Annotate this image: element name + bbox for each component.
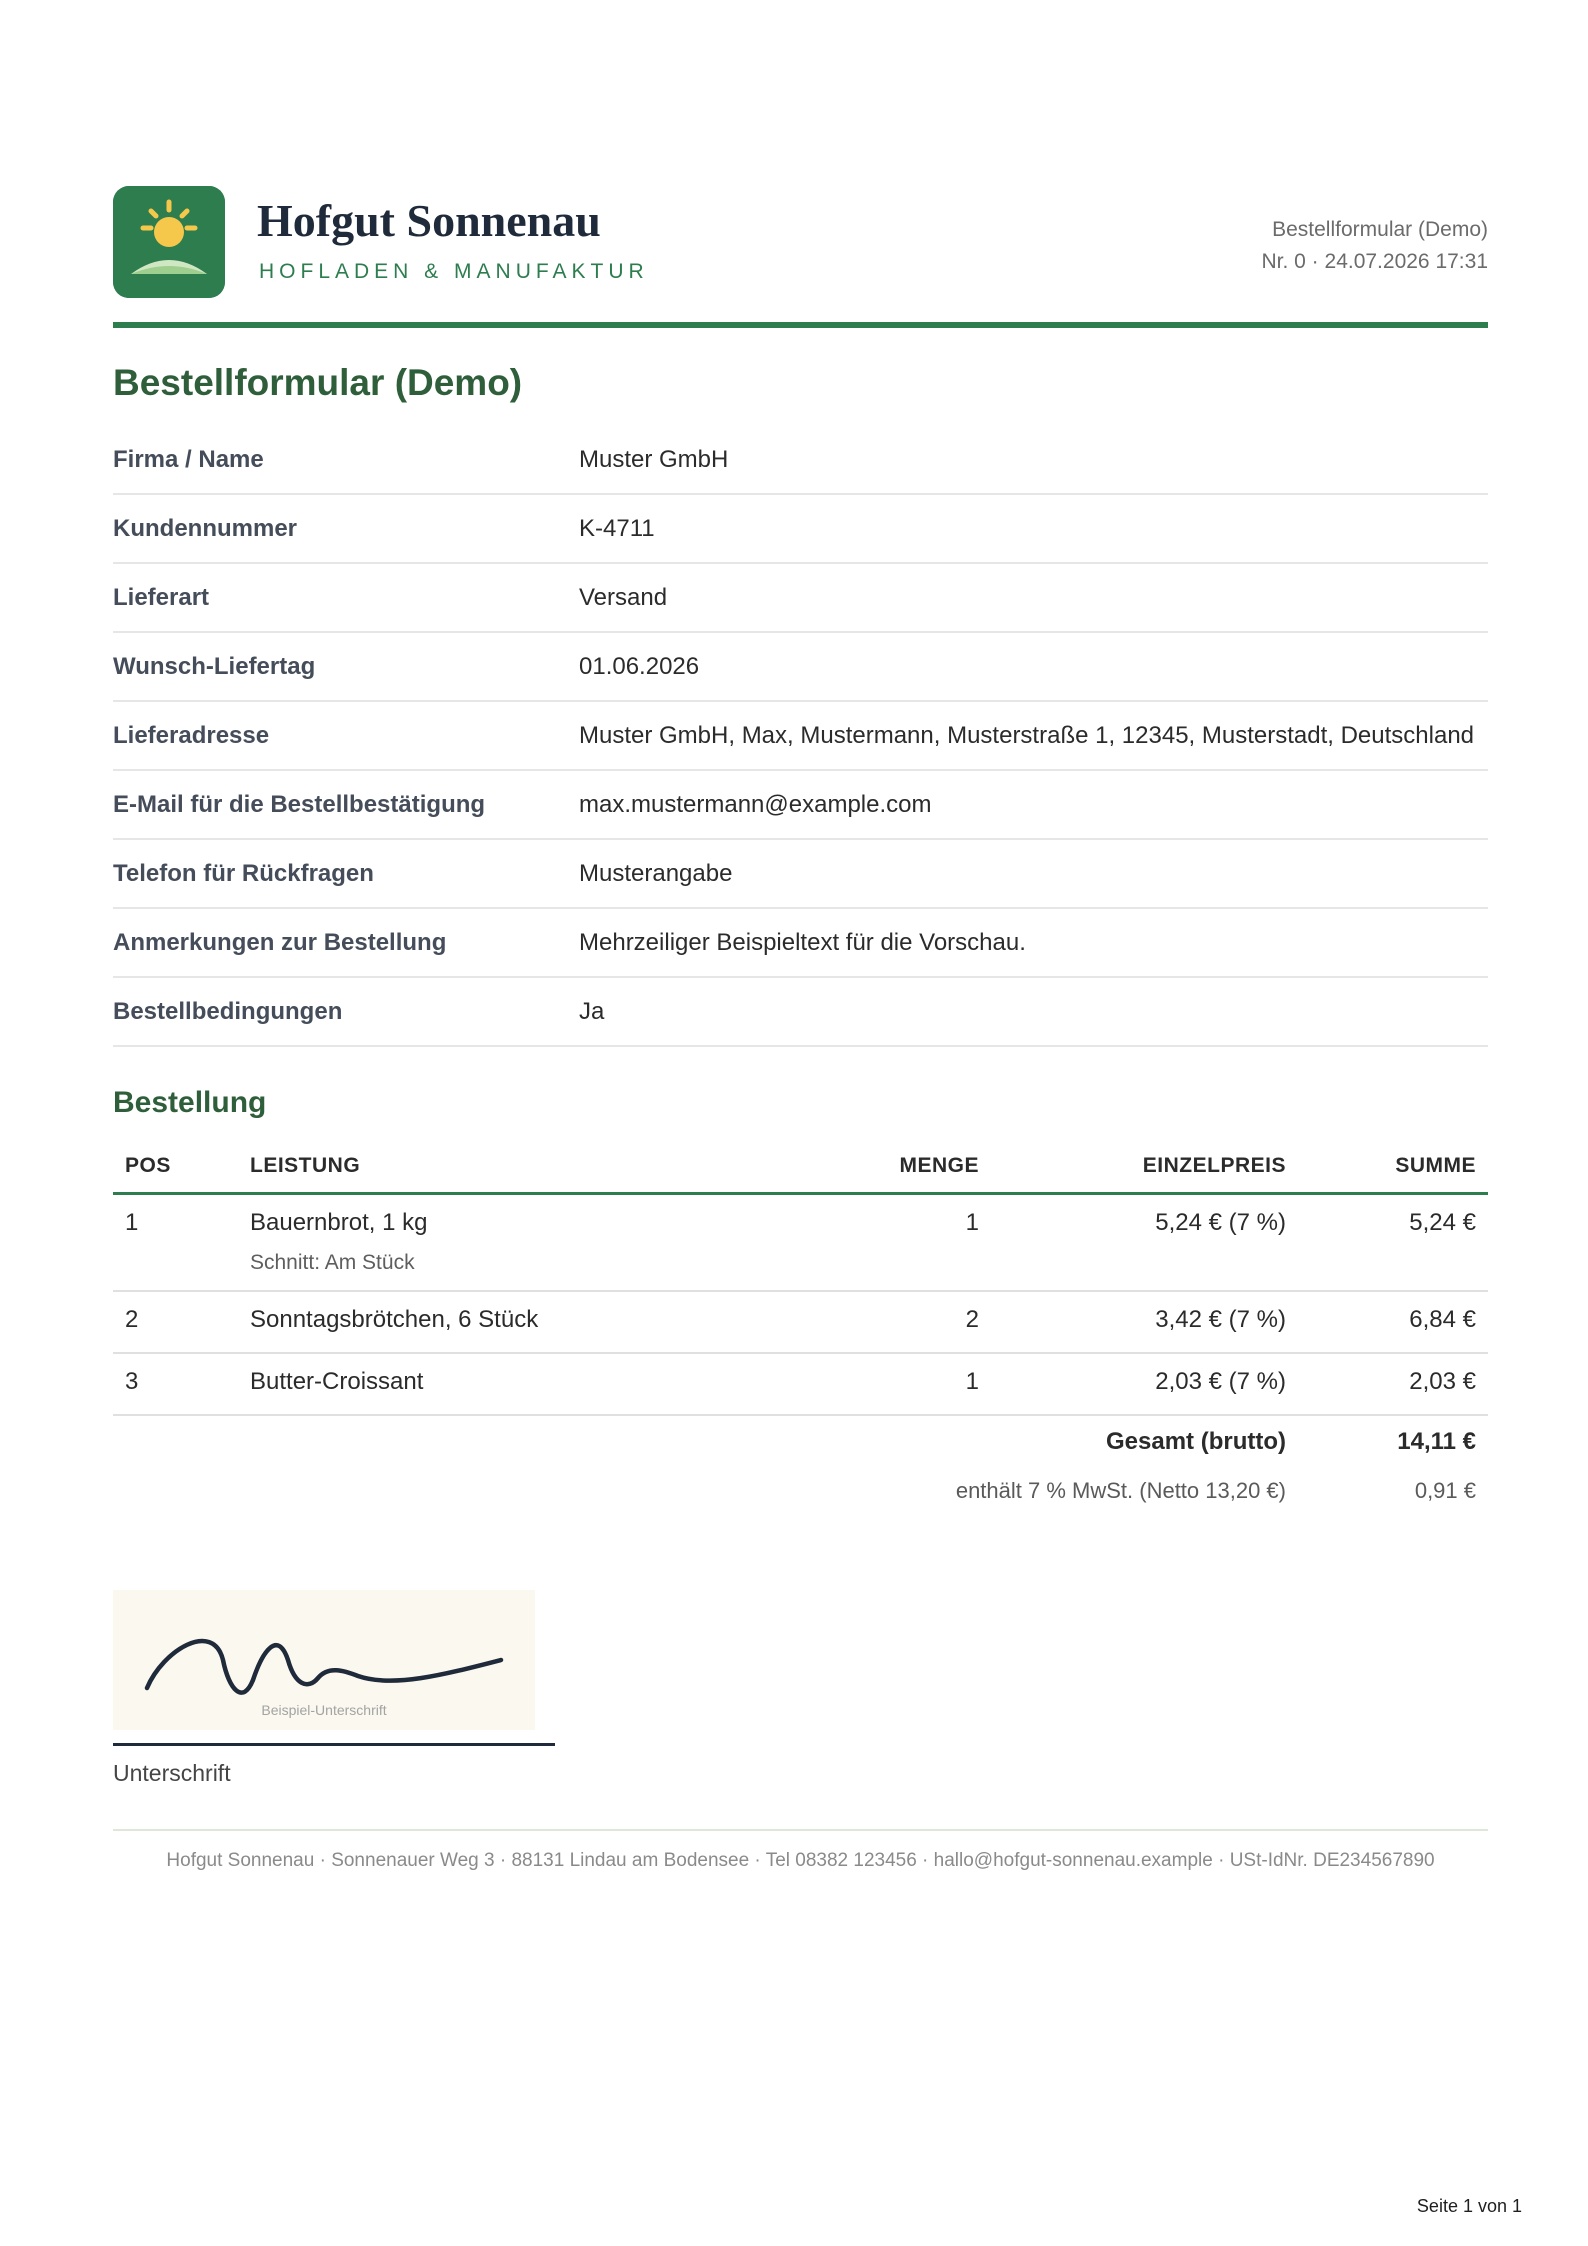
field-label: Wunsch-Liefertag xyxy=(113,653,316,680)
column-header-einzelpreis: EINZELPREIS xyxy=(1142,1154,1286,1177)
field-row-email xyxy=(113,771,1488,840)
field-row-bedingungen xyxy=(113,978,1488,1047)
table-row xyxy=(113,1195,1488,1292)
footer-text: Hofgut Sonnenau · Sonnenauer Weg 3 · 88131 Lindau am Bodensee · Tel 08382 123456 · hallo@hofgut-sonnenau.example · USt-IdNr. DE234567890 xyxy=(166,1850,1435,1871)
document-header xyxy=(113,186,1488,326)
footer-divider xyxy=(113,1829,1488,1831)
field-value: Ja xyxy=(579,998,605,1025)
field-label: Firma / Name xyxy=(113,446,264,473)
field-label: Telefon für Rückfragen xyxy=(113,860,374,887)
row-description: Sonntagsbrötchen, 6 Stück xyxy=(250,1306,539,1333)
brand-name: Hofgut Sonnenau xyxy=(257,195,601,246)
total-value: 14,11 € xyxy=(1397,1428,1476,1455)
brand-tagline: HOFLADEN & MANUFAKTUR xyxy=(259,260,649,283)
field-row-liefertag xyxy=(113,633,1488,702)
sun-over-hill-icon xyxy=(113,186,225,298)
signature-box xyxy=(113,1590,535,1730)
document-page xyxy=(113,186,1488,1871)
row-quantity: 2 xyxy=(965,1306,979,1333)
order-table-header xyxy=(113,1142,1488,1195)
table-row xyxy=(113,1292,1488,1354)
field-label: Lieferadresse xyxy=(113,722,270,749)
row-quantity: 1 xyxy=(965,1209,979,1236)
header-divider xyxy=(113,322,1488,328)
signature-label: Unterschrift xyxy=(113,1760,231,1786)
document-number-date: Nr. 0 · 24.07.2026 17:31 xyxy=(1261,250,1488,273)
field-row-kundennummer xyxy=(113,495,1488,564)
field-row-lieferart xyxy=(113,564,1488,633)
order-table xyxy=(113,1142,1488,1416)
signature-line xyxy=(113,1743,555,1746)
column-header-summe: SUMME xyxy=(1395,1154,1476,1177)
document-type: Bestellformular (Demo) xyxy=(1272,218,1488,241)
field-value: Versand xyxy=(579,584,668,611)
column-header-leistung: LEISTUNG xyxy=(250,1154,361,1177)
signature-caption: Beispiel-Unterschrift xyxy=(261,1702,387,1718)
field-value: Muster GmbH xyxy=(579,446,729,473)
field-value: Mehrzeiliger Beispieltext für die Vorschau. xyxy=(579,929,1026,956)
total-label: Gesamt (brutto) xyxy=(1106,1428,1286,1455)
order-section-title: Bestellung xyxy=(113,1086,267,1119)
field-value: Musterangabe xyxy=(579,860,733,887)
tax-label: enthält 7 % MwSt. (Netto 13,20 €) xyxy=(955,1478,1286,1503)
field-value: 01.06.2026 xyxy=(579,653,700,680)
page-number: Seite 1 von 1 xyxy=(1416,2196,1522,2216)
field-label: Lieferart xyxy=(113,584,210,611)
field-row-telefon xyxy=(113,840,1488,909)
column-header-menge: MENGE xyxy=(899,1154,979,1177)
field-value: K-4711 xyxy=(579,515,655,542)
column-header-pos: POS xyxy=(125,1154,171,1177)
field-value: max.mustermann@example.com xyxy=(579,791,932,818)
form-title: Bestellformular (Demo) xyxy=(113,362,523,403)
table-row xyxy=(113,1354,1488,1416)
row-pos: 3 xyxy=(125,1368,139,1395)
document-meta xyxy=(1262,214,1489,278)
row-unit-price: 5,24 € (7 %) xyxy=(1155,1209,1286,1236)
field-row-anmerkungen xyxy=(113,909,1488,978)
row-sum: 6,84 € xyxy=(1409,1306,1476,1333)
field-label: Bestellbedingungen xyxy=(113,998,343,1025)
row-unit-price: 3,42 € (7 %) xyxy=(1155,1306,1286,1333)
field-list xyxy=(113,426,1488,1047)
field-label: Kundennummer xyxy=(113,515,298,542)
row-unit-price: 2,03 € (7 %) xyxy=(1155,1368,1286,1395)
field-label: E-Mail für die Bestellbestätigung xyxy=(113,791,486,818)
row-pos: 2 xyxy=(125,1306,139,1333)
row-pos: 1 xyxy=(125,1209,139,1236)
row-description: Bauernbrot, 1 kg xyxy=(250,1209,428,1236)
row-description: Butter-Croissant xyxy=(250,1368,424,1395)
row-sum: 2,03 € xyxy=(1409,1368,1476,1395)
field-row-lieferadresse xyxy=(113,702,1488,771)
row-sum: 5,24 € xyxy=(1409,1209,1476,1236)
tax-value: 0,91 € xyxy=(1414,1478,1476,1503)
field-row-firma xyxy=(113,426,1488,495)
field-value: Muster GmbH, Max, Mustermann, Musterstraße 1, 12345, Musterstadt, Deutschland xyxy=(579,722,1475,749)
field-label: Anmerkungen zur Bestellung xyxy=(113,929,447,956)
row-subtext: Schnitt: Am Stück xyxy=(250,1251,415,1274)
row-quantity: 1 xyxy=(965,1368,979,1395)
